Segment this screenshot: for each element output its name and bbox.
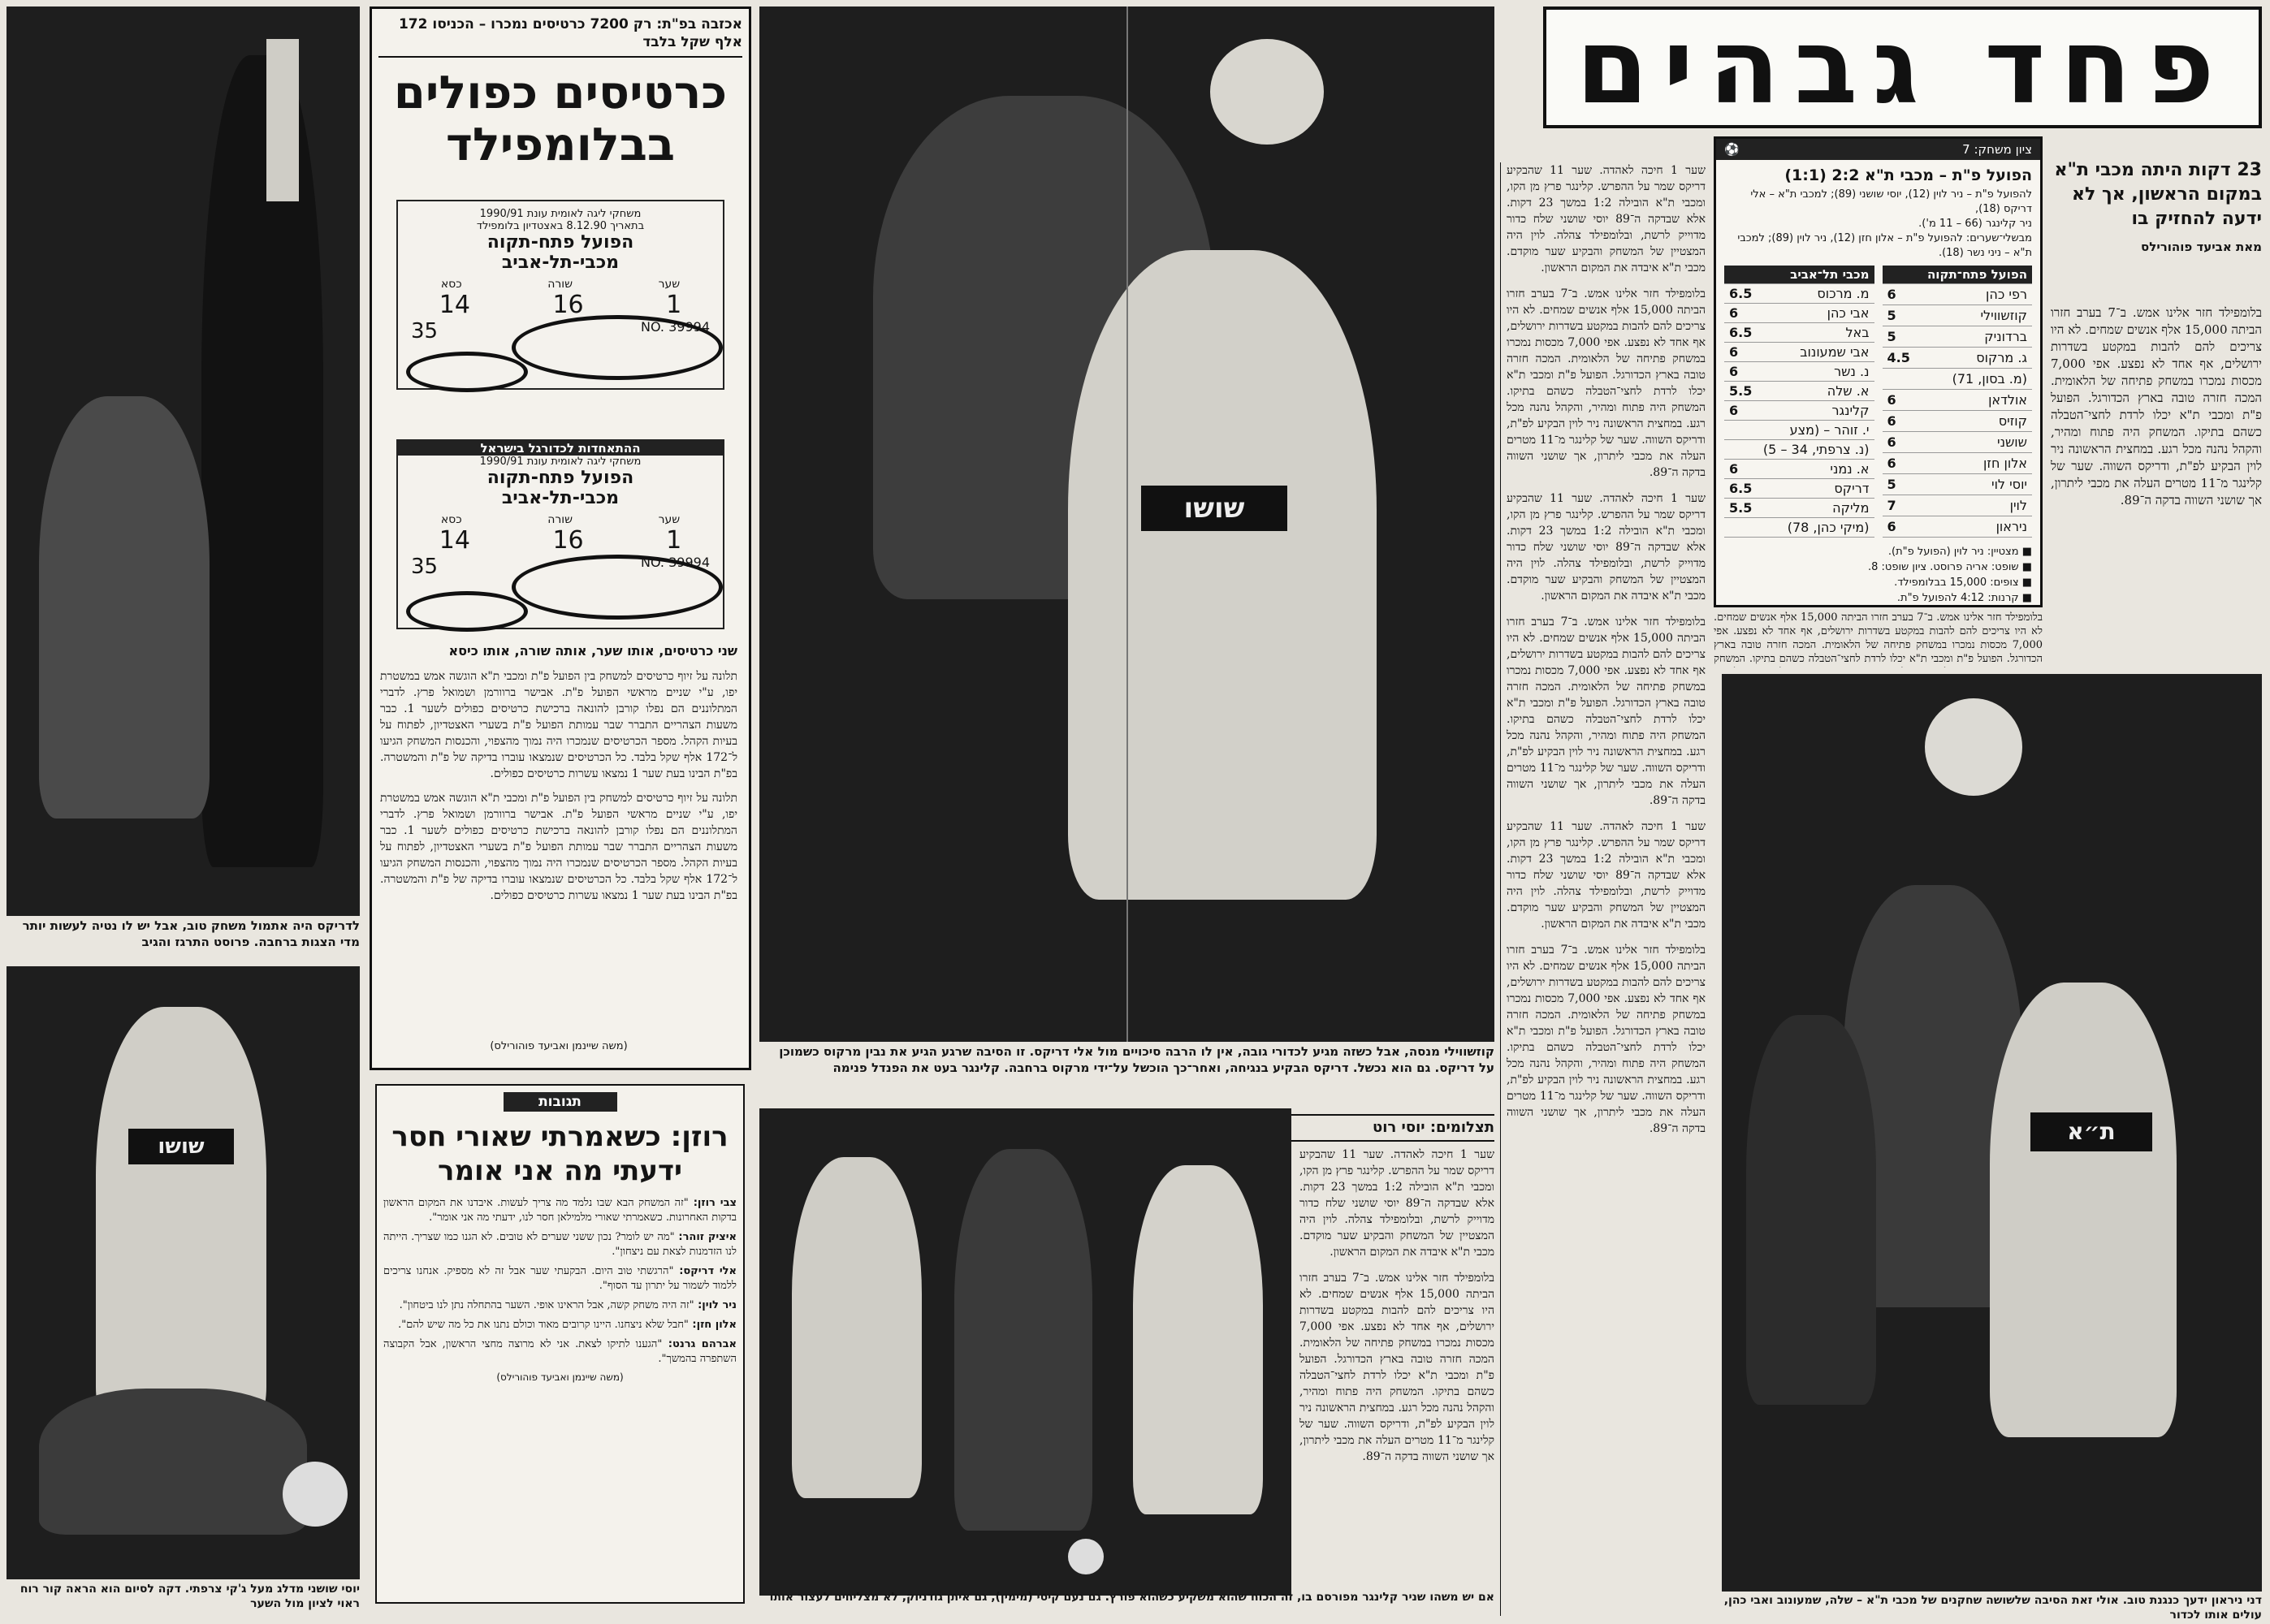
lineup-row — [1724, 304, 1874, 323]
player-name: ברדוניק — [1924, 326, 2032, 348]
player-name: (נ. צרפתי, 34 – 5) — [1758, 440, 1874, 460]
player-name: מ. מרכוס — [1758, 284, 1874, 304]
ticket-gate: 1 — [666, 526, 682, 555]
match-score-title: הפועל פ"ת – מכבי ת"א 2:2 (1:1) — [1784, 166, 2032, 184]
reactions-title — [383, 1120, 737, 1188]
player-name: יוסי לוי — [1924, 474, 2032, 495]
photo-shoshani — [6, 966, 360, 1579]
subhead-text: 23 דקות היתה מכבי ת"א במקום הראשון, אך לא ידעה להחזיק בו — [2054, 160, 2262, 229]
player-grade — [1724, 421, 1758, 440]
lineup-row — [1883, 495, 2033, 516]
ticket-season: משחקי ליגה לאומית עונת 1990/91 — [479, 208, 642, 220]
player-name: א. נמני — [1758, 460, 1874, 479]
lineup-row — [1724, 421, 1874, 440]
photo-header-duel — [759, 6, 1494, 1042]
player-grade: 6 — [1883, 390, 1924, 411]
ball — [1210, 39, 1324, 145]
lineup-row — [1883, 474, 2033, 495]
player-grade: 6 — [1724, 304, 1758, 323]
player-grade: 5.5 — [1724, 499, 1758, 518]
reaction-quote: "הגענו לתיקו לצאת. אני לא מרוצה מחצי הראשון, אבל הקבוצה השתפרה בהמשך". — [383, 1338, 737, 1365]
player-grade: 7 — [1883, 495, 1924, 516]
main-article-body-col3: בלומפילד חזר אלינו אמש. ב־7 בערב חזרו הביתה 15,000 אלף אנשים שמחים. לא היו צריכים להם להבות במקטע בשדרות ירושלים, אף אחד לא נפצע. אפי 7,000 מכסות נמכרו במשחק פתיחה של הלאומית. המכה חזרה טובה בארץ הכדורגל. הפועל פ"ת ומכבי ת"א יכלו לרדת לחצי־הטבלה כשהם בתיקו. המשחק היה פתוח ומהיר, והקהל נהנה מכל רגע. במחצית הראשונה ניר לוין הבקיע לפ"ת, ודריקס השווה. שער של קלינגר מ־11 מטרים העלה את מכבי ליתרון, אך שושני השווה בדקה ה־89. — [1507, 287, 1706, 479]
jersey-logo: שושו — [128, 1129, 234, 1164]
player-grade: 6 — [1724, 343, 1758, 362]
reaction-speaker: ניר לוין: — [694, 1299, 737, 1311]
lineup-row — [1724, 499, 1874, 518]
center-commentary-body-2: בלומפילד חזר אלינו אמש. ב־7 בערב חזרו הביתה 15,000 אלף אנשים שמחים. לא היו צריכים להם להבות במקטע בשדרות ירושלים, אף אחד לא נפצע. אפי 7,000 מכסות נמכרו במשחק פתיחה של הלאומית. המכה חזרה טובה בארץ הכדורגל. הפועל פ"ת ומכבי ת"א יכלו לרדת לחצי־הטבלה כשהם בתיקו. המשחק היה פתוח ומהיר, והקהל נהנה מכל רגע. במחצית הראשונה ניר לוין הבקיע לפ"ת, ודריקס השווה. שער של קלינגר מ־11 מטרים העלה את מכבי ליתרון, אך שושני השווה בדקה ה־89. — [1299, 1272, 1494, 1463]
center-commentary — [1299, 1147, 1494, 1597]
player-grade — [1883, 369, 1924, 390]
page-fold — [1126, 6, 1128, 1042]
team-away-header: מכבי תל־אביב — [1724, 266, 1874, 284]
lineup-row — [1724, 401, 1874, 421]
photo-niraon — [1722, 674, 2262, 1592]
ticket-image-1 — [396, 200, 724, 390]
player-grade: 6.5 — [1724, 284, 1758, 304]
main-article-col-2 — [1714, 611, 2043, 667]
caption-run: אם יש משהו שניר קלינגר מפורסם בו, זה הכוח שהוא משקיע כשהוא פורץ. גם נעם קיסי (מימין), גם איתן גודניוק, לא מצליחים לעצור אותו — [769, 1591, 1494, 1604]
commentary-body-3: שער 1 חיכה לאהדה. שער 11 שהבקיע דריקס שמר על ההפרש. קלינגר פרץ מן הקו, ומכבי ת"א הובילה 1:2 במשך 23 דקות. אלא שבדקה ה־89 יוסי שושני שלח כדור מדוייק לרשת, ובלומפילד צהלה. לוין היה המצטיין של המשחק והבקיע שער מוקדם. מכבי ת"א איבדה את המקום הראשון. — [1507, 820, 1706, 931]
player-name: ניראון — [1924, 516, 2032, 538]
player-grade: 5.5 — [1724, 382, 1758, 401]
ball — [283, 1462, 348, 1527]
headline-banner — [1543, 6, 2262, 128]
reactions-title-line2: ידעתי מה אני אומר — [437, 1155, 683, 1187]
reaction-speaker: איציק זוהר: — [674, 1231, 737, 1243]
team-home-header: הפועל פתח־תקוה — [1883, 266, 2033, 284]
lineup-row — [1883, 284, 2033, 305]
tickets-article — [370, 6, 751, 1070]
photo-run — [759, 1108, 1291, 1596]
ticket-away: מכבי-תל-אביב — [501, 253, 620, 273]
match-facts — [1724, 544, 2032, 607]
player-grade: 6 — [1883, 432, 1924, 453]
ticket-home: הפועל פתח-תקוה — [486, 232, 634, 253]
player-name: קוזיס — [1924, 411, 2032, 432]
lineup-row — [1883, 432, 2033, 453]
reaction-item — [383, 1230, 737, 1259]
player-name: נ. נשר — [1758, 362, 1874, 382]
reaction-item — [383, 1298, 737, 1313]
player-grade — [1724, 440, 1758, 460]
reactions-list — [383, 1196, 737, 1367]
ticket-row: 16 — [552, 526, 584, 555]
reaction-speaker: צבי רוזן: — [688, 1197, 737, 1209]
ticket-seat: 14 — [439, 526, 470, 555]
tickets-kicker: אכזבה בפ"ת: רק 7200 כרטיסים נמכרו – הכניסו 172 אלף שקל בלבד — [378, 15, 742, 58]
main-article-body: בלומפילד חזר אלינו אמש. ב־7 בערב חזרו הביתה 15,000 אלף אנשים שמחים. לא היו צריכים להם להבות במקטע בשדרות ירושלים, אף אחד לא נפצע. אפי 7,000 מכסות נמכרו במשחק פתיחה של הלאומית. המכה חזרה טובה בארץ הכדורגל. הפועל פ"ת ומכבי ת"א יכלו לרדת לחצי־הטבלה כשהם בתיקו. המשחק היה פתוח ומהיר, והקהל נהנה מכל רגע. במחצית הראשונה ניר לוין הבקיע לפ"ת, ודריקס השווה. שער של קלינגר מ־11 מטרים העלה את מכבי ליתרון, אך שושני השווה בדקה ה־89. — [2051, 305, 2262, 508]
ticket-away: מכבי-תל-אביב — [501, 488, 620, 508]
commentary-body-2: שער 1 חיכה לאהדה. שער 11 שהבקיע דריקס שמר על ההפרש. קלינגר פרץ מן הקו, ומכבי ת"א הובילה 1:2 במשך 23 דקות. אלא שבדקה ה־89 יוסי שושני שלח כדור מדוייק לרשת, ובלומפילד צהלה. לוין היה המצטיין של המשחק והבקיע שער מוקדם. מכבי ת"א איבדה את המקום הראשון. — [1507, 492, 1706, 603]
caption-header-duel: קוזשווילי מנסה, אבל כשזה מגיע לכדורי גובה, אין לו הרבה סיכויים מול אלי דריקס. זו הסיבה שרגע הגיע את נבין מרקוס כשמוכן על דריקס. גם הוא נכשל. דריקס הבקיע בנגיחה, ואחר־כך הוכשל על־ידי מרקוס ברחבה. קלינגר בעט את הפנדל פנימה — [779, 1044, 1494, 1075]
player-grade: 6 — [1883, 284, 1924, 305]
ticket-gate: 1 — [666, 291, 682, 319]
reaction-quote: "מה יש לומר? נכון ששני שערים לא טובים. לא הגנו כמו שצריך. הייתה לנו הזדמנות לצאת עם ניצחון". — [383, 1231, 737, 1258]
player-name: אלון חזן — [1924, 453, 2032, 474]
player-grade: 6 — [1724, 401, 1758, 421]
lineup-row — [1724, 440, 1874, 460]
reactions-kicker: תגובות — [504, 1092, 617, 1112]
lineup-row — [1883, 326, 2033, 348]
ticket-row-label: שורה — [547, 278, 573, 291]
tickets-body-text-2: תלונה על זיוף כרטיסים למשחק בין הפועל פ"ת ומכבי ת"א הוגשה אמש במשטרת יפו, ע"י שניים מראשי הפועל פ"ת. אבישר ברוורמן ושמואל פרץ. לדברי המתלוננים הם נפלו קורבן להונאה ברכישת כרטיסים כפולים לשער 1. כבר משעות הצהריים התברר שבר עמותת הפועל פ"ת בשערי האצטדיון, לפתוח על בעיות הקהל. מספר הכרטיסים שנמכרו היה נמוך מהצפוי, והכנסות המשחק הגיעו ל־172 אלף שקל בלבד. כל הכרטיסים שנמצאו עוברו בדיקה של פ"ת והמשטרה. בפ"ת הבינו בעת שער 1 נמצאו עשרות כרטיסים כפולים. — [380, 792, 737, 902]
ticket-section: 35 — [411, 319, 439, 343]
tickets-title-line1: כרטיסים כפולים — [393, 67, 728, 119]
player-name: אבי שמעונוב — [1758, 343, 1874, 362]
match-stats-box — [1714, 136, 2043, 607]
ticket-gate-label: שער — [658, 278, 681, 291]
headline-subhead — [2051, 158, 2262, 296]
player-name: קלינגר — [1758, 401, 1874, 421]
player-grade: 6 — [1724, 460, 1758, 479]
lineup-row — [1883, 390, 2033, 411]
lineup-row — [1883, 305, 2033, 326]
player-grade: 6.5 — [1724, 323, 1758, 343]
ticket-image-2 — [396, 439, 724, 629]
tickets-body — [380, 668, 737, 1026]
player-name: דריקס — [1758, 479, 1874, 499]
match-assists: מבשלי־שערים: להפועל פ"ת – אלון חזן (12), ניר לוין (89); למכבי ת"א – ניני נשר (18). — [1737, 232, 2032, 259]
player-name: רפי כהן — [1924, 284, 2032, 305]
reactions-box — [375, 1084, 745, 1604]
player-name: א. שלה — [1758, 382, 1874, 401]
lineup-table-home — [1883, 266, 2033, 538]
referee-arm — [266, 39, 299, 201]
reactions-title-line1: רוזן: כשאמרתי שאורי חסר — [391, 1121, 729, 1153]
ticket-number: NO. 39994 — [641, 319, 710, 335]
highlight-circle — [406, 352, 528, 392]
reaction-quote: "הרגשתי טוב היום. הבקעתי שער אבל זה לא מספיק. אנחנו צריכים ללמוד לשמור על יתרון עד הסוף". — [383, 1265, 737, 1292]
player-grade: 5 — [1883, 305, 1924, 326]
reaction-item — [383, 1264, 737, 1294]
player-name: (מ. בסון, 71) — [1924, 369, 2032, 390]
lineup-table-away — [1724, 266, 1874, 538]
caption-referee: לדריקס היה אתמול משחק טוב, אבל יש לו נטיה לעשות יותר מדי הצגות ברחבה. פרוסט התרגז והגיב — [22, 918, 360, 949]
reaction-item — [383, 1196, 737, 1225]
player-grade: 5 — [1883, 326, 1924, 348]
whistle-icon: ⚽ — [1724, 142, 1740, 157]
lineup-row — [1883, 453, 2033, 474]
photo-referee — [6, 6, 360, 916]
reaction-speaker: אלי דריקס: — [673, 1265, 737, 1277]
ticket-home: הפועל פתח-תקוה — [486, 468, 634, 488]
match-fact — [1724, 606, 2032, 607]
match-fact: ■ קרנות: 4:12 להפועל פ"ת. — [1724, 590, 2032, 606]
reaction-speaker: אלון חזן: — [688, 1319, 737, 1331]
tickets-title-line2: בבלומפילד — [445, 119, 676, 171]
player-grade: 4.5 — [1883, 348, 1924, 369]
jersey-logo: שושו — [1141, 486, 1287, 531]
tickets-credit: (משה שיינמן ואביעד פוהורילס) — [490, 1040, 628, 1052]
lineup-row — [1724, 362, 1874, 382]
ticket-org: ההתאחדות לכדורגל בישראל — [398, 441, 723, 456]
main-article-body-col3c: בלומפילד חזר אלינו אמש. ב־7 בערב חזרו הביתה 15,000 אלף אנשים שמחים. לא היו צריכים להם להבות במקטע בשדרות ירושלים, אף אחד לא נפצע. אפי 7,000 מכסות נמכרו במשחק פתיחה של הלאומית. המכה חזרה טובה בארץ הכדורגל. הפועל פ"ת ומכבי ת"א יכלו לרדת לחצי־הטבלה כשהם בתיקו. המשחק היה פתוח ומהיר, והקהל נהנה מכל רגע. במחצית הראשונה ניר לוין הבקיע לפ"ת, ודריקס השווה. שער של קלינגר מ־11 מטרים העלה את מכבי ליתרון, אך שושני השווה בדקה ה־89. — [1507, 944, 1706, 1135]
highlight-circle — [406, 591, 528, 632]
ticket-date: בתאריך 8.12.90 באצטדיון בלומפילד — [476, 220, 645, 232]
match-fact: ■ צופים: 15,000 בבלומפילד. — [1724, 575, 2032, 590]
reactions-credit: (משה שיינמן ואביעד פוהורילס) — [496, 1371, 624, 1383]
tickets-title — [378, 67, 742, 171]
highlight-circle — [512, 555, 723, 620]
lineup-row — [1724, 460, 1874, 479]
byline: מאת אביעד פוהורילס — [2141, 240, 2262, 254]
player-name: מליקה — [1758, 499, 1874, 518]
caption-niraon: דני ניראון ידעך כנגנת טוב. אולי זאת הסיבה שלשושה שחקנים של מכבי ת"א – שלה, שמעונוב ואבי כהן, עולים אותו לכדור — [1723, 1594, 2262, 1622]
player-name: אבי כהן — [1758, 304, 1874, 323]
ticket-season: משחקי ליגה לאומית עונת 1990/91 — [479, 456, 642, 468]
ticket-seat-label: כסא — [440, 513, 462, 526]
lineup-row — [1724, 323, 1874, 343]
ticket-gate-label: שער — [658, 513, 681, 526]
reaction-quote: "זה המשחק הבא שבו נלמד מה צריך לעשות. איבדנו את המקום הראשון בדקות האחרונות. כשאמרתי שאורי מלמילאן חסר לנו, ידעתי מה אני אומר". — [383, 1197, 737, 1224]
ticket-seat: 14 — [439, 291, 470, 319]
main-article-body-col3b: בלומפילד חזר אלינו אמש. ב־7 בערב חזרו הביתה 15,000 אלף אנשים שמחים. לא היו צריכים להם להבות במקטע בשדרות ירושלים, אף אחד לא נפצע. אפי 7,000 מכסות נמכרו במשחק פתיחה של הלאומית. המכה חזרה טובה בארץ הכדורגל. הפועל פ"ת ומכבי ת"א יכלו לרדת לחצי־הטבלה כשהם בתיקו. המשחק היה פתוח ומהיר, והקהל נהנה מכל רגע. במחצית הראשונה ניר לוין הבקיע לפ"ת, ודריקס השווה. שער של קלינגר מ־11 מטרים העלה את מכבי ליתרון, אך שושני השווה בדקה ה־89. — [1507, 615, 1706, 807]
player-grade: 6 — [1883, 411, 1924, 432]
lineup-row — [1724, 382, 1874, 401]
lineup-row — [1724, 518, 1874, 538]
player-name: קוזשווילי — [1924, 305, 2032, 326]
lineup-row — [1724, 479, 1874, 499]
match-box-header — [1716, 139, 2040, 160]
ticket-row-label: שורה — [547, 513, 573, 526]
ticket-row: 16 — [552, 291, 584, 319]
match-scorers: להפועל פ"ת – ניר לוין (12), יוסי שושני (89); למכבי ת"א – אלי דריקס (18), — [1750, 188, 2032, 215]
lineup-row — [1883, 369, 2033, 390]
center-commentary-body: שער 1 חיכה לאהדה. שער 11 שהבקיע דריקס שמר על ההפרש. קלינגר פרץ מן הקו, ומכבי ת"א הובילה 1:2 במשך 23 דקות. אלא שבדקה ה־89 יוסי שושני שלח כדור מדוייק לרשת, ובלומפילד צהלה. לוין היה המצטיין של המשחק והבקיע שער מוקדם. מכבי ת"א איבדה את המקום הראשון. — [1299, 1148, 1494, 1259]
match-fact: ■ מצטיין: ניר לוין (הפועל פ"ת). — [1724, 544, 2032, 559]
tickets-body-text: תלונה על זיוף כרטיסים למשחק בין הפועל פ"ת ומכבי ת"א הוגשה אמש במשטרת יפו, ע"י שניים מראשי הפועל פ"ת. אבישר ברוורמן ושמואל פרץ. לדברי המתלוננים הם נפלו קורבן להונאה ברכישת כרטיסים כפולים לשער 1. כבר משעות הצהריים התברר שבר עמותת הפועל פ"ת בשערי האצטדיון, לפתוח על בעיות הקהל. מספר הכרטיסים שנמכרו היה נמוך מהצפוי, והכנסות המשחק הגיעו ל־172 אלף שקל בלבד. כל הכרטיסים שנמצאו עוברו בדיקה של פ"ת והמשטרה. בפ"ת הבינו בעת שער 1 נמצאו עשרות כרטיסים כפולים. — [380, 670, 737, 780]
player-grade: 6 — [1883, 516, 1924, 538]
player-name: (מיקי כהן, 78) — [1758, 518, 1874, 538]
lineup-row — [1883, 516, 2033, 538]
lineup-row — [1883, 348, 2033, 369]
caption-shoshani: יוסי שושני מדלג מעל ג'קי צרפתי. דקה לסיום הוא הראה קור רוח ראוי לציון מול השער — [19, 1583, 360, 1610]
player-grade: 5 — [1883, 474, 1924, 495]
ticket-number: NO. 39994 — [641, 555, 710, 570]
lineup-row — [1883, 411, 2033, 432]
player-grade: 6.5 — [1724, 479, 1758, 499]
ticket-section: 35 — [411, 555, 439, 579]
match-scorers-2: ניר קלינגר (66 – 11 מ'). — [1918, 218, 2032, 230]
lineup-row — [1724, 343, 1874, 362]
photo-credit: תצלומים: יוסי רוט — [1373, 1119, 1494, 1136]
reaction-item — [383, 1318, 737, 1332]
reaction-quote: "זה היה משחק קשה, אבל הראינו אופי. השער בהתחלה נתן לנו ביטחון". — [399, 1299, 694, 1311]
main-article-col-1 — [2051, 304, 2262, 646]
headline-title: פחד גבהים — [1576, 6, 2229, 127]
match-fact: ■ שופט: אריה פרוסט. ציון שופט: 8. — [1724, 559, 2032, 575]
lineup-row — [1724, 284, 1874, 304]
player-grade — [1724, 518, 1758, 538]
tickets-photo-caption: שני כרטיסים, אותו שער, אותה שורה, אותו כיסא — [448, 643, 737, 659]
commentary-body: שער 1 חיכה לאהדה. שער 11 שהבקיע דריקס שמר על ההפרש. קלינגר פרץ מן הקו, ומכבי ת"א הובילה 1:2 במשך 23 דקות. אלא שבדקה ה־89 יוסי שושני שלח כדור מדוייק לרשת, ובלומפילד צהלה. לוין היה המצטיין של המשחק והבקיע שער מוקדם. מכבי ת"א איבדה את המקום הראשון. — [1507, 164, 1706, 274]
player-name: באל — [1758, 323, 1874, 343]
reaction-speaker: אברהם גרנט: — [662, 1338, 737, 1350]
player-name: ג. מרקוס — [1924, 348, 2032, 369]
main-article-body-cont: בלומפילד חזר אלינו אמש. ב־7 בערב חזרו הביתה 15,000 אלף אנשים שמחים. לא היו צריכים להם להבות במקטע בשדרות ירושלים, אף אחד לא נפצע. אפי 7,000 מכסות נמכרו במשחק פתיחה של הלאומית. המכה חזרה טובה בארץ הכדורגל. הפועל פ"ת ומכבי ת"א יכלו לרדת לחצי־הטבלה כשהם בתיקו. המשחק — [1714, 611, 2043, 665]
highlight-circle — [512, 315, 723, 380]
match-box-header-label: ציון משחק: 7 — [1962, 142, 2032, 157]
reaction-quote: "חבל שלא ניצחנו. היינו קרובים מאוד וכולם נתנו את כל מה שיש להם". — [398, 1319, 689, 1331]
ball — [1925, 698, 2022, 796]
player-name: אולדאן — [1924, 390, 2032, 411]
reaction-item — [383, 1337, 737, 1367]
commentary-col — [1507, 162, 1706, 1616]
jersey-logo: ת״א — [2030, 1112, 2152, 1151]
ticket-seat-label: כסא — [440, 278, 462, 291]
ball — [1068, 1539, 1104, 1574]
player-name: שושני — [1924, 432, 2032, 453]
player-grade: 6 — [1883, 453, 1924, 474]
player-grade: 6 — [1724, 362, 1758, 382]
player-name: י. זוהר – (מצע — [1758, 421, 1874, 440]
player-name: לוין — [1924, 495, 2032, 516]
column-rule — [1500, 162, 1501, 1616]
